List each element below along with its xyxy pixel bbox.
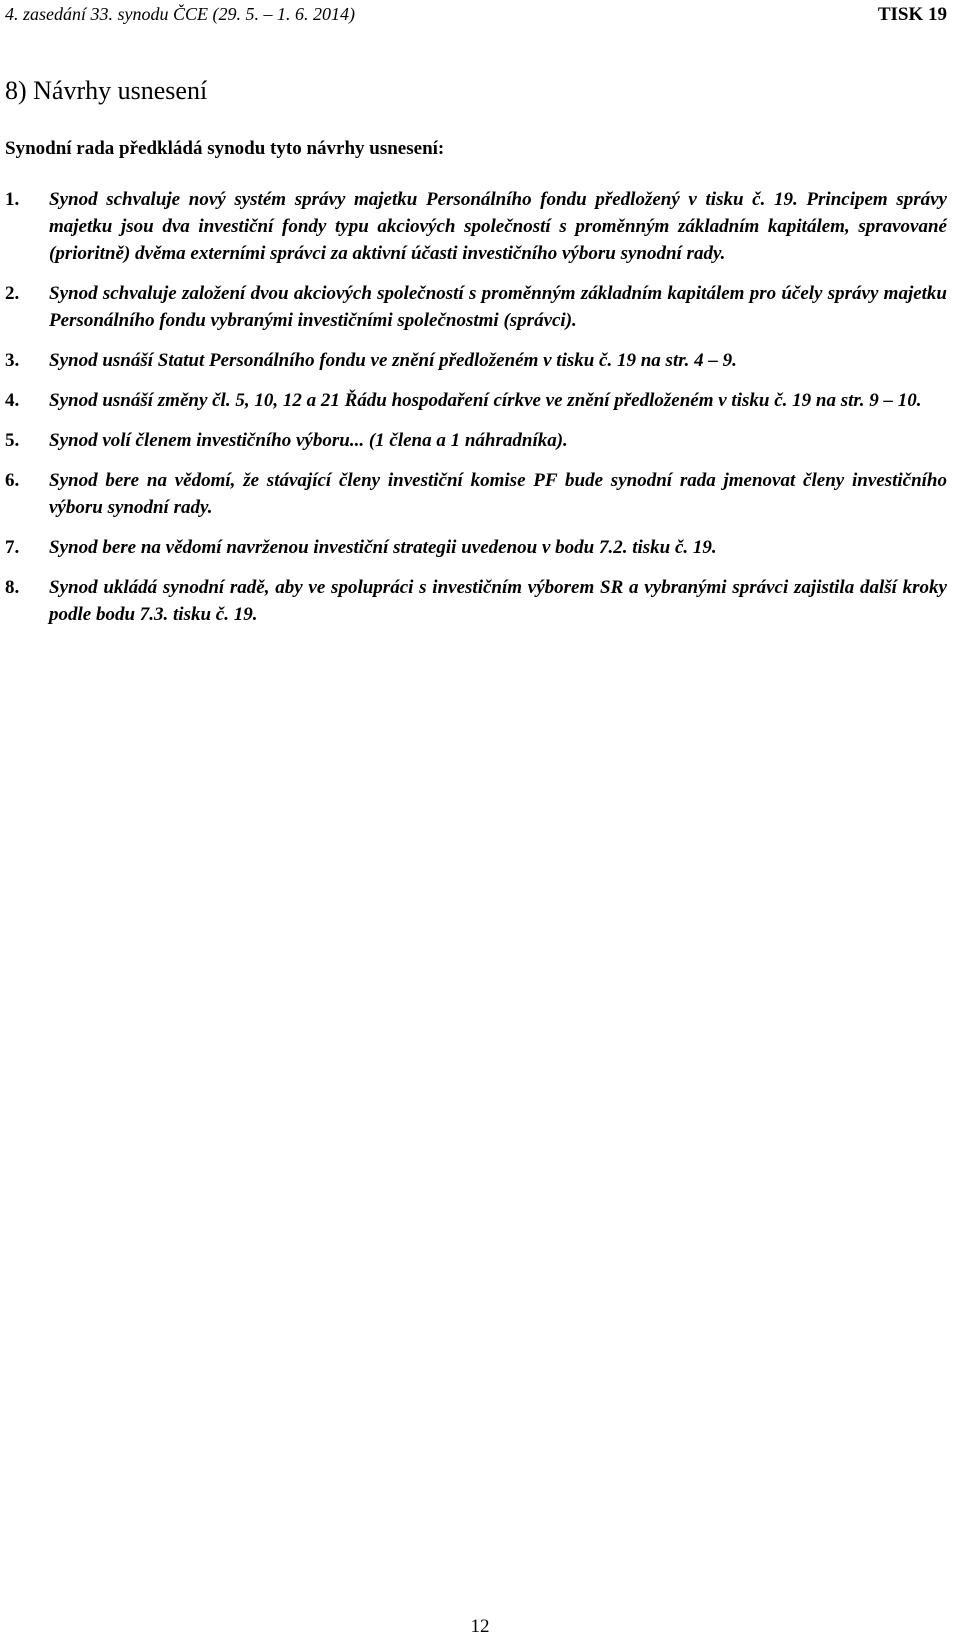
intro-text: Synodní rada předkládá synodu tyto návrhy usnesení: xyxy=(5,138,445,159)
item-text: Synod bere na vědomí, že stávající členy investiční komise PF bude synodní rada jmenovat členy investičního výboru synodní rady. xyxy=(49,470,947,518)
item-text: Synod bere na vědomí navrženou investiční strategii uvedenou v bodu 7.2. tisku č. 19. xyxy=(49,537,717,558)
item-number: 2. xyxy=(5,283,20,304)
item-number: 4. xyxy=(5,390,20,411)
item-text: Synod volí členem investičního výboru... (1 člena a 1 náhradníka). xyxy=(49,430,568,451)
item-text: Synod usnáší Statut Personálního fondu ve znění předloženém v tisku č. 19 na str. 4 – 9. xyxy=(49,350,737,371)
header-session-info: 4. zasedání 33. synodu ČCE (29. 5. – 1. 6. 2014) xyxy=(5,4,355,24)
resolution-item-1 xyxy=(5,186,947,267)
item-number: 5. xyxy=(5,430,20,451)
header-document-id: TISK 19 xyxy=(877,4,947,25)
page-number: 12 xyxy=(470,1616,490,1637)
item-text: Synod usnáší změny čl. 5, 10, 12 a 21 Řádu hospodaření církve ve znění předloženém v tisku č. 19 na str. 9 – 10. xyxy=(49,390,922,411)
resolution-item-3 xyxy=(5,347,947,374)
resolution-item-6 xyxy=(5,467,947,521)
section-heading: 8) Návrhy usnesení xyxy=(5,76,208,105)
item-text: Synod schvaluje založení dvou akciových společností s proměnným základním kapitálem pro účely správy majetku Personálního fondu vybranými investičními společnostmi (správci). xyxy=(49,283,947,331)
resolution-item-5 xyxy=(5,427,947,454)
item-number: 7. xyxy=(5,537,20,558)
resolution-item-7 xyxy=(5,534,947,561)
resolution-item-8 xyxy=(5,574,947,628)
item-number: 1. xyxy=(5,189,20,210)
item-number: 8. xyxy=(5,577,20,598)
resolution-list xyxy=(5,186,947,641)
item-number: 6. xyxy=(5,470,20,491)
item-text: Synod ukládá synodní radě, aby ve spolupráci s investičním výborem SR a vybranými správci zajistila další kroky podle bodu 7.3. tisku č. 19. xyxy=(49,577,947,625)
page-header xyxy=(5,4,947,28)
resolution-item-2 xyxy=(5,280,947,334)
item-number: 3. xyxy=(5,350,20,371)
item-text: Synod schvaluje nový systém správy majetku Personálního fondu předložený v tisku č. 19. Principem správy majetku jsou dva investiční fondy typu akciových společností s proměnným základním kapitálem, spravované (prioritně) dvěma externími správci za aktivní účasti investičního výboru synodní rady. xyxy=(49,189,947,264)
resolution-item-4 xyxy=(5,387,947,414)
